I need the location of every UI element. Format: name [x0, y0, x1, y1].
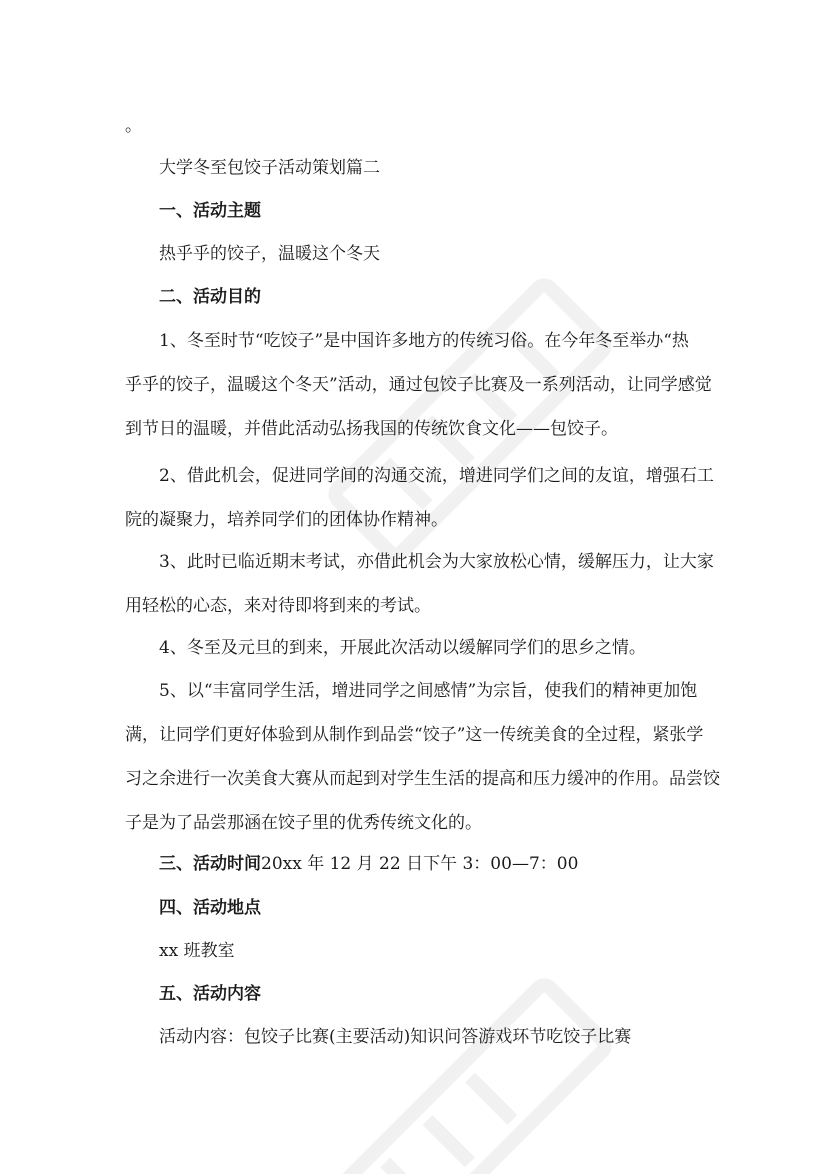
section-1-text: 热乎乎的饺子，温暖这个冬天: [159, 244, 380, 264]
section-5-text: 活动内容：包饺子比赛(主要活动)知识问答游戏环节吃饺子比赛: [159, 1027, 632, 1047]
section-4-heading: 四、活动地点: [159, 898, 261, 918]
purpose-item-1: [125, 319, 712, 451]
section-1-heading: 一、活动主题: [159, 201, 261, 221]
purpose-item-5-line: 子是为了品尝那涵在饺子里的优秀传统文化的。: [125, 813, 482, 833]
purpose-item-5-line: 5、以“丰富同学生活，增进同学之间感情”为宗旨，使我们的精神更加饱: [159, 681, 698, 701]
purpose-item-1-line: 乎乎的饺子，温暖这个冬天”活动，通过包饺子比赛及一系列活动，让同学感觉: [125, 375, 712, 395]
purpose-item-1-line: 1、冬至时节“吃饺子”是中国许多地方的传统习俗。在今年冬至举办“热: [159, 331, 689, 351]
section-4-text: xx 班教室: [159, 941, 235, 961]
purpose-item-3: [125, 540, 714, 628]
purpose-item-4: [125, 626, 705, 670]
section-5-heading: 五、活动内容: [159, 984, 261, 1004]
purpose-item-2-line: 院的凝聚力，培养同学们的团体协作精神。: [125, 510, 448, 530]
purpose-item-3-line: 用轻松的心态，来对待即将到来的考试。: [125, 596, 431, 616]
purpose-item-5-line: 满，让同学们更好体验到从制作到品尝“饺子”这一传统美食的全过程，紧张学: [125, 725, 704, 745]
section-2-heading: 二、活动目的: [159, 287, 261, 307]
lead-punctuation: 。: [125, 116, 142, 136]
purpose-item-1-line: 到节日的温暖，并借此活动弘扬我国的传统饮食文化——包饺子。: [125, 419, 618, 439]
section-3-text: 20xx 年 12 月 22 日下午 3：00—7：00: [261, 854, 579, 874]
document-title: 大学冬至包饺子活动策划篇二: [159, 158, 380, 178]
purpose-item-3-line: 3、此时已临近期末考试，亦借此机会为大家放松心情，缓解压力，让大家: [159, 552, 714, 572]
purpose-item-2: [125, 454, 714, 542]
section-3-heading: 三、活动时间: [159, 854, 261, 874]
purpose-item-2-line: 2、借此机会，促进同学间的沟通交流，增进同学们之间的友谊，增强石工: [159, 466, 714, 486]
purpose-item-5: [125, 669, 720, 845]
purpose-item-4-line: 4、冬至及元旦的到来，开展此次活动以缓解同学们的思乡之情。: [159, 638, 646, 658]
purpose-item-5-line: 习之余进行一次美食大赛从而起到对学生生活的提高和压力缓冲的作用。品尝饺: [125, 769, 720, 789]
section-3-line: [159, 842, 739, 886]
